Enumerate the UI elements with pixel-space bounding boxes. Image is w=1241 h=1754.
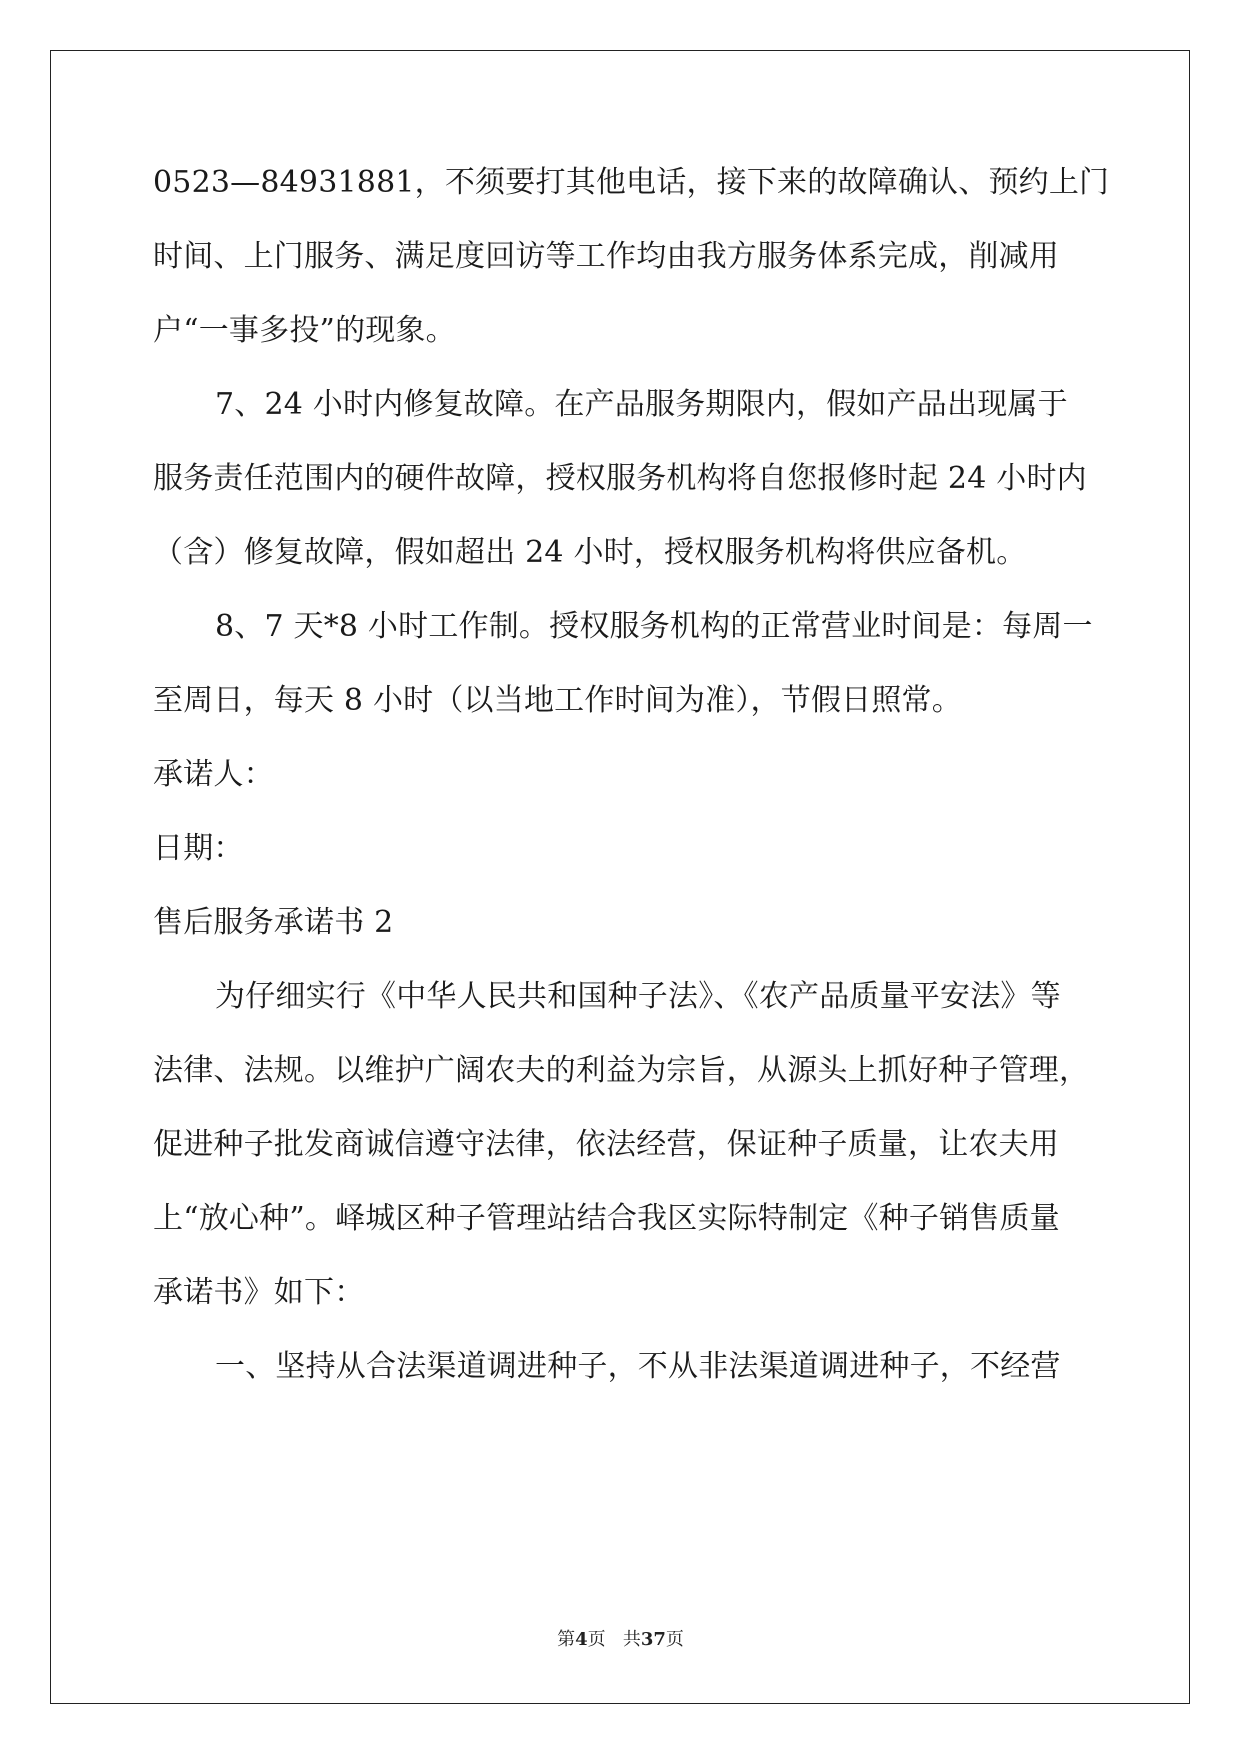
text-line: 7、24 小时内修复故障。在产品服务期限内，假如产品出现属于 (215, 387, 1068, 422)
text-line: 为仔细实行《中华人民共和国种子法》、《农产品质量平安法》等 (215, 979, 1061, 1014)
page-footer (0, 1625, 1241, 1651)
text-line: 户“一事多投”的现象。 (153, 313, 456, 348)
section-title: 售后服务承诺书 2 (153, 905, 394, 940)
text-line: 促进种子批发商诚信遵守法律，依法经营，保证种子质量，让农夫用 (153, 1127, 1059, 1162)
date-label: 日期： (153, 831, 244, 866)
current-page-number: 4 (575, 1629, 588, 1650)
text-line: 服务责任范围内的硬件故障，授权服务机构将自您报修时起 24 小时内 (153, 461, 1087, 496)
text-line: 至周日，每天 8 小时（以当地工作时间为准），节假日照常。 (153, 683, 962, 718)
text-line: 8、7 天*8 小时工作制。授权服务机构的正常营业时间是：每周一 (215, 609, 1093, 644)
text-line: 时间、上门服务、满足度回访等工作均由我方服务体系完成，削减用 (153, 239, 1059, 274)
footer-total-prefix: 共 (622, 1629, 641, 1650)
page-border (50, 50, 1190, 1704)
text-line: 法律、法规。以维护广阔农夫的利益为宗旨，从源头上抓好种子管理， (153, 1053, 1090, 1088)
text-line: 承诺书》如下： (153, 1275, 365, 1310)
footer-page-suffix: 页 (587, 1629, 606, 1650)
footer-prefix: 第 (557, 1629, 576, 1650)
text-line: 一、坚持从合法渠道调进种子，不从非法渠道调进种子，不经营 (215, 1349, 1061, 1384)
text-line: （含）修复故障，假如超出 24 小时，授权服务机构将供应备机。 (153, 535, 1027, 570)
total-page-count: 37 (640, 1629, 666, 1650)
text-line: 上“放心种”。峄城区种子管理站结合我区实际特制定《种子销售质量 (153, 1201, 1060, 1236)
text-line: 0523—84931881，不须要打其他电话，接下来的故障确认、预约上门 (153, 165, 1110, 200)
signatory-label: 承诺人： (153, 757, 274, 792)
footer-total-suffix: 页 (665, 1629, 684, 1650)
